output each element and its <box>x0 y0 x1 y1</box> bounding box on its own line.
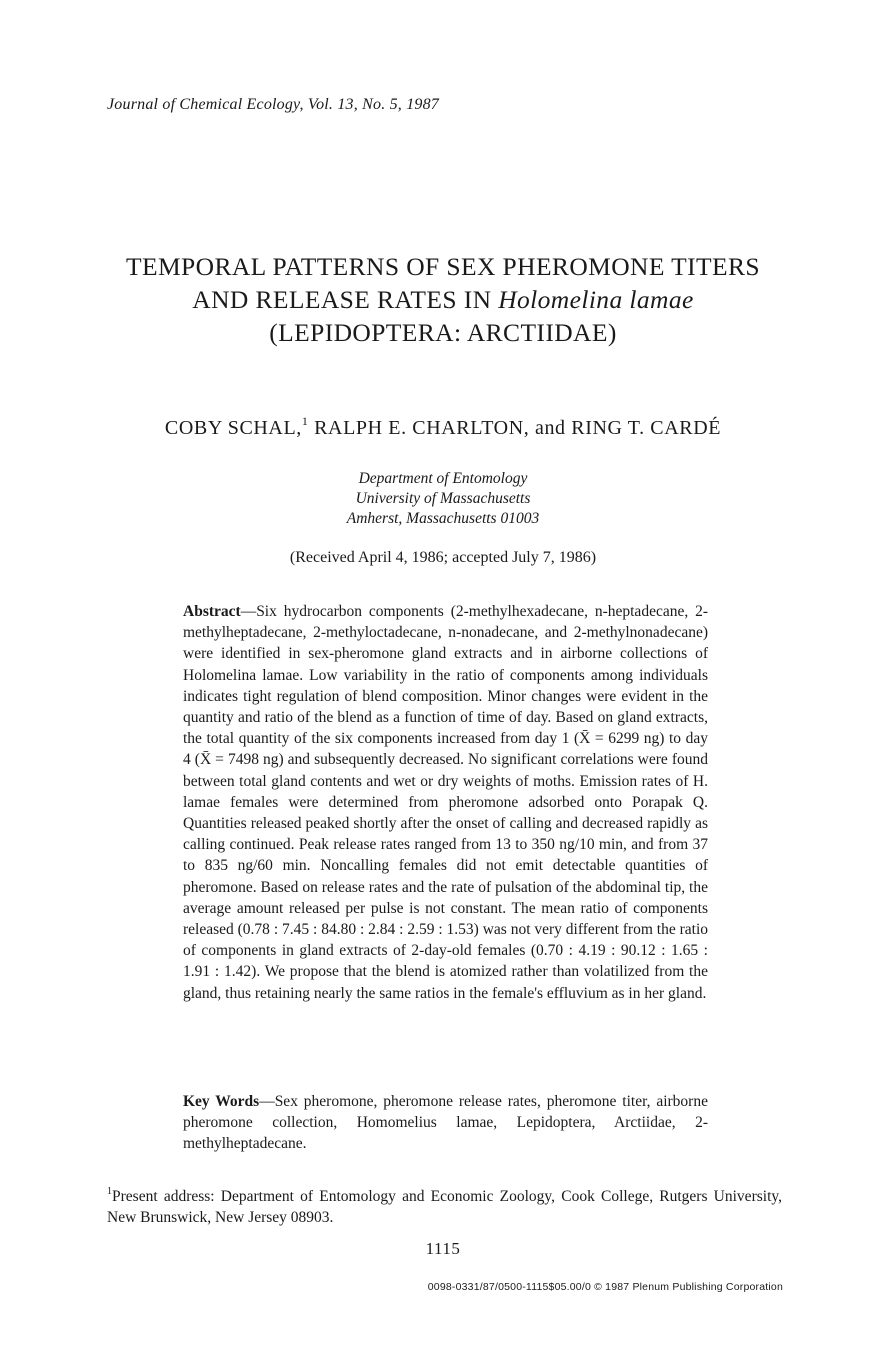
paper-title <box>60 250 826 349</box>
received-dates: (Received April 4, 1986; accepted July 7, 1986) <box>289 549 597 566</box>
key-words-text: —Sex pheromone, pheromone release rates, pheromone titer, airborne pheromone collection, Homomelius lamae, Lepidoptera, Arctiidae, 2-methylheptadecane. <box>183 1093 708 1153</box>
affiliation <box>60 469 826 529</box>
key-words <box>183 1091 708 1155</box>
affiliation-university: University of Massachusetts <box>355 490 531 507</box>
author-first: COBY SCHAL, <box>164 417 302 439</box>
author-list <box>60 414 826 440</box>
affiliation-department: Department of Entomology <box>358 470 528 487</box>
footnote-mark: 1 <box>107 1186 112 1197</box>
title-line-1: TEMPORAL PATTERNS OF SEX PHEROMONE TITERS <box>126 252 760 281</box>
affiliation-address: Amherst, Massachusetts 01003 <box>346 510 540 527</box>
key-words-label: Key Words <box>183 1093 260 1110</box>
journal-citation: Journal of Chemical Ecology, Vol. 13, No. 5, 1987 <box>107 96 439 113</box>
abstract-text: —Six hydrocarbon components (2-methylhexadecane, n-heptadecane, 2-methylheptadecane, 2-methyloctadecane, n-nonadecane, and 2-methylnonadecane) were identified in sex-pheromone gland extracts and in airborne collections of Holomelina lamae. Low variability in the ratio of components among individuals indicates tight regulation of blend composition. Minor changes were evident in the quantity and ratio of the blend as a function of time of day. Based on gland extracts, the total quantity of the six components increased from day 1 (X̄ = 6299 ng) to day 4 (X̄ = 7498 ng) and subsequently decreased. No significant correlations were found between total gland contents and wet or dry weights of moths. Emission rates of H. lamae females were determined from pheromone adsorbed onto Porapak Q. Quantities released peaked shortly after the onset of calling and decreased rapidly as calling continued. Peak release rates ranged from 13 to 350 ng/10 min, and from 37 to 835 ng/60 min. Noncalling females did not emit detectable quantities of pheromone. Based on release rates and the rate of pulsation of the abdominal tip, the average amount released per pulse is not constant. The mean ratio of components released (0.78 : 7.45 : 84.80 : 2.84 : 2.59 : 1.53) was not very different from the ratio of components in gland extracts of 2-day-old females (0.70 : 4.19 : 90.12 : 1.65 : 1.91 : 1.42). We propose that the blend is atomized rather than volatilized from the gland, thus retaining nearly the same ratios in the female's effluvium as in her gland. <box>183 603 708 1002</box>
author-footnote-mark: 1 <box>301 414 309 428</box>
abstract-label: Abstract <box>183 603 241 620</box>
footnote <box>107 1186 782 1228</box>
copyright-line: 0098-0331/87/0500-1115$05.00/0 © 1987 Plenum Publishing Corporation <box>427 1281 783 1293</box>
page-number: 1115 <box>425 1239 461 1258</box>
title-line-3: (LEPIDOPTERA: ARCTIIDAE) <box>269 318 617 347</box>
author-rest: RALPH E. CHARLTON, and RING T. CARDÉ <box>308 417 722 439</box>
title-line-2 <box>60 283 826 316</box>
title-line-2-prefix: AND RELEASE RATES IN <box>192 285 499 314</box>
title-species-name: Holomelina lamae <box>498 285 694 314</box>
abstract <box>183 601 708 1004</box>
footnote-text: Present address: Department of Entomology and Economic Zoology, Cook College, Rutgers University, New Brunswick, New Jersey 08903. <box>107 1188 782 1226</box>
